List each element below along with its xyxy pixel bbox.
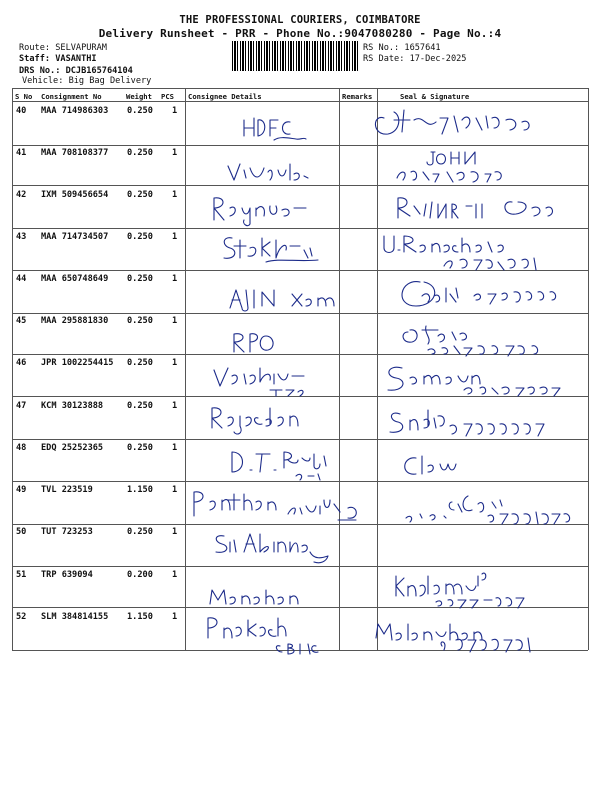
row-sno: 40 [16, 106, 27, 116]
row-pcs: 1 [172, 570, 178, 580]
seal-signature-handwriting [398, 322, 568, 356]
seal-signature-handwriting [392, 272, 562, 312]
row-sno: 50 [16, 527, 27, 537]
drs-number: DRS No.: DCJB165764104 [19, 66, 133, 76]
column-header-weight: Weight [126, 92, 152, 101]
row-weight: 0.250 [127, 274, 153, 284]
seal-signature-handwriting [372, 610, 572, 654]
row-weight: 0.250 [127, 443, 153, 453]
row-weight: 0.250 [127, 527, 153, 537]
table-right-border [588, 88, 589, 650]
consignee-handwriting [240, 114, 310, 144]
row-sno: 44 [16, 274, 27, 284]
row-consignment-no: MAA 714734507 [41, 232, 109, 242]
consignee-handwriting [218, 234, 328, 266]
row-sno: 47 [16, 401, 27, 411]
consignee-handwriting [224, 160, 314, 184]
route-label: Route: SELVAPURAM [19, 43, 107, 53]
column-header-pcs: PCS [161, 92, 174, 101]
consignee-handwriting [210, 362, 310, 396]
column-header-seal: Seal & Signature [400, 92, 470, 101]
seal-signature-handwriting [395, 148, 535, 184]
row-weight: 0.250 [127, 316, 153, 326]
row-divider [12, 145, 588, 146]
seal-signature-handwriting [392, 566, 542, 608]
consignee-handwriting [226, 448, 336, 482]
row-sno: 42 [16, 190, 27, 200]
column-header-sno: S No [15, 92, 33, 101]
row-consignment-no: TRP 639094 [41, 570, 93, 580]
row-weight: 1.150 [127, 485, 153, 495]
seal-signature-handwriting [392, 194, 562, 226]
consignee-handwriting [210, 194, 310, 226]
row-weight: 0.250 [127, 358, 153, 368]
runsheet-subtitle: Delivery Runsheet - PRR - Phone No.:9047080280 - Page No.:4 [98, 27, 502, 40]
row-consignment-no: JPR 1002254415 [41, 358, 114, 368]
column-header-consignment: Consignment No [41, 92, 102, 101]
row-pcs: 1 [172, 527, 178, 537]
row-pcs: 1 [172, 485, 178, 495]
company-title: THE PROFESSIONAL COURIERS, COIMBATORE [179, 14, 421, 26]
row-sno: 48 [16, 443, 27, 453]
row-weight: 0.250 [127, 401, 153, 411]
row-divider [12, 313, 588, 314]
seal-signature-handwriting [380, 360, 580, 396]
row-consignment-no: MAA 714986303 [41, 106, 109, 116]
row-consignment-no: TVL 223519 [41, 485, 93, 495]
row-consignment-no: SLM 384814155 [41, 612, 109, 622]
row-consignment-no: IXM 509456654 [41, 190, 109, 200]
seal-signature-handwriting [396, 452, 466, 480]
row-consignment-no: MAA 708108377 [41, 148, 109, 158]
row-sno: 51 [16, 570, 27, 580]
column-header-consignee: Consignee Details [188, 92, 262, 101]
row-pcs: 1 [172, 148, 178, 158]
seal-signature-handwriting [370, 104, 550, 144]
row-pcs: 1 [172, 443, 178, 453]
row-pcs: 1 [172, 358, 178, 368]
table-header-bottom-border [12, 101, 588, 102]
row-sno: 49 [16, 485, 27, 495]
row-weight: 0.250 [127, 106, 153, 116]
consignee-handwriting [206, 584, 306, 608]
row-divider [12, 185, 588, 186]
row-sno: 45 [16, 316, 27, 326]
row-consignment-no: MAA 650748649 [41, 274, 109, 284]
row-pcs: 1 [172, 316, 178, 326]
seal-signature-handwriting [384, 404, 574, 440]
row-weight: 0.250 [127, 232, 153, 242]
consignee-handwriting [204, 614, 334, 654]
row-divider [12, 228, 588, 229]
row-pcs: 1 [172, 232, 178, 242]
rs-date: RS Date: 17-Dec-2025 [363, 54, 467, 64]
row-sno: 43 [16, 232, 27, 242]
consignee-handwriting [188, 486, 368, 528]
consignee-handwriting [230, 330, 290, 354]
consignee-handwriting [210, 528, 340, 566]
vehicle-label: Vehicle: Big Bag Delivery [22, 76, 152, 86]
row-weight: 0.250 [127, 190, 153, 200]
row-weight: 0.250 [127, 148, 153, 158]
row-sno: 41 [16, 148, 27, 158]
barcode-image [232, 41, 358, 71]
row-sno: 46 [16, 358, 27, 368]
table-top-border [12, 88, 588, 89]
seal-signature-handwriting [378, 232, 578, 272]
row-pcs: 1 [172, 274, 178, 284]
column-header-remarks: Remarks [342, 92, 373, 101]
consignee-handwriting [226, 286, 336, 312]
row-consignment-no: KCM 30123888 [41, 401, 104, 411]
seal-signature-handwriting [392, 488, 582, 528]
row-pcs: 1 [172, 190, 178, 200]
row-sno: 52 [16, 612, 27, 622]
rs-number: RS No.: 1657641 [363, 43, 441, 53]
row-weight: 0.200 [127, 570, 153, 580]
row-weight: 1.150 [127, 612, 153, 622]
row-pcs: 1 [172, 106, 178, 116]
row-consignment-no: TUT 723253 [41, 527, 93, 537]
consignee-handwriting [208, 404, 308, 434]
row-pcs: 1 [172, 612, 178, 622]
staff-label: Staff: VASANTHI [19, 54, 97, 64]
row-consignment-no: MAA 295881830 [41, 316, 109, 326]
row-pcs: 1 [172, 401, 178, 411]
row-consignment-no: EDQ 25252365 [41, 443, 104, 453]
